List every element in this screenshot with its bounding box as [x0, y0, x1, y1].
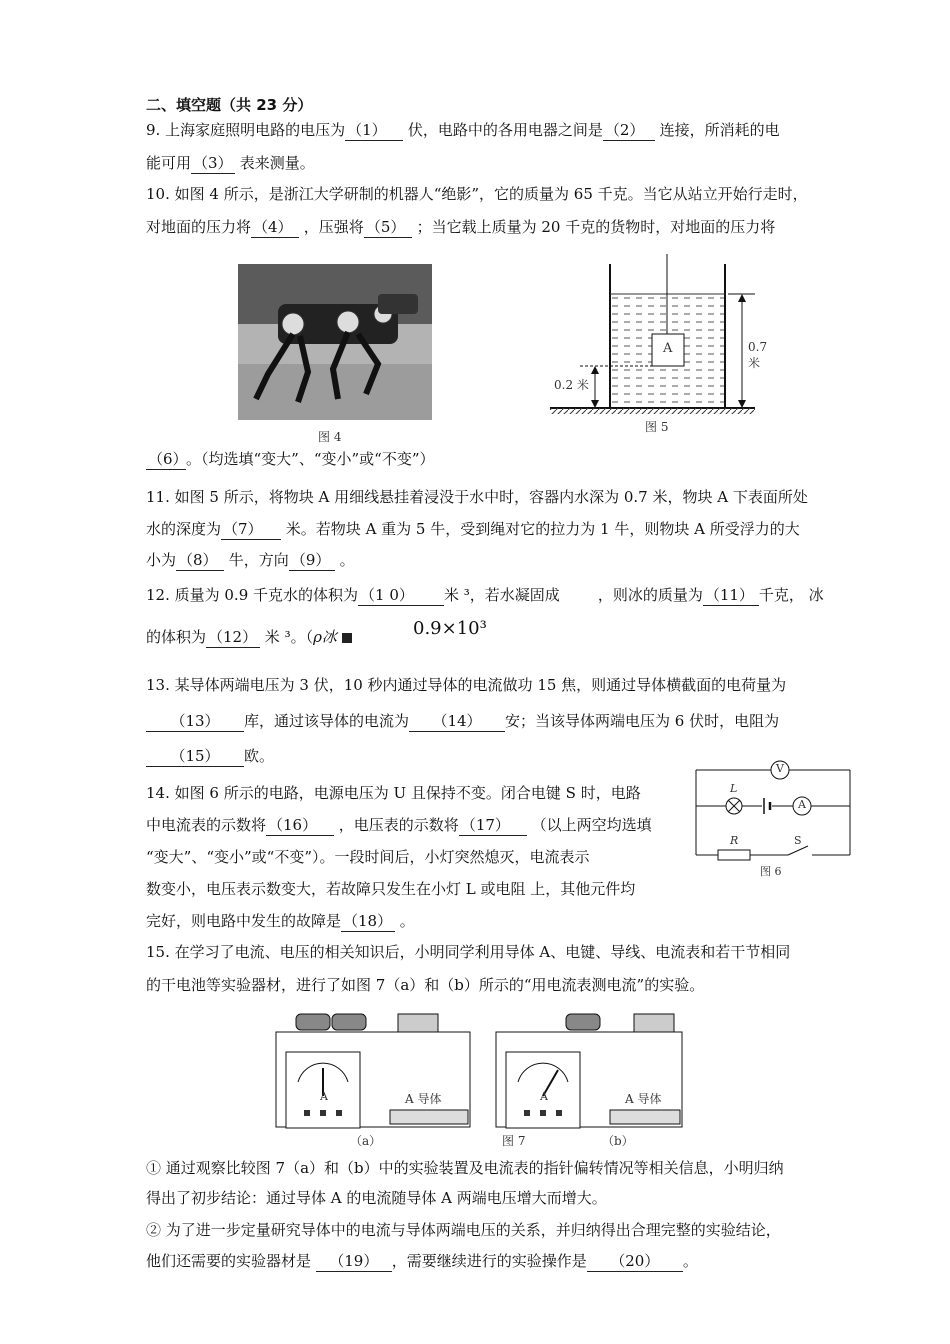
- q9-line-2: 能可用 （3） 表来测量。: [146, 154, 315, 172]
- q15-line-1: 15. 在学习了电流、电压的相关知识后，小明同学利用导体 A、电键、导线、电流表和若干节相同: [146, 943, 791, 961]
- conductor-label-b: A 导体: [625, 1092, 662, 1106]
- blank-1: （1）: [345, 120, 403, 141]
- q11-line-1: 11. 如图 5 所示，将物块 A 用细线悬挂着浸没于水中时，容器内水深为 0.7 米，物块 A 下表面所处: [146, 488, 808, 506]
- blank-20: （20）: [587, 1251, 683, 1272]
- figure-7-caption: 图 7: [502, 1134, 526, 1148]
- q10-line-1: 10. 如图 4 所示，是浙江大学研制的机器人“绝影”，它的质量为 65 千克。当它从站立开始行走时，: [146, 185, 808, 203]
- circuit-diagram: [690, 760, 860, 880]
- block-a-label: A: [663, 341, 673, 356]
- blank-2: （2）: [603, 120, 655, 141]
- q13-line-2: （13） 库，通过该导体的电流为 （14） 安；当该导体两端电压为 6 伏时，电阻为: [146, 711, 779, 732]
- depth-label: 0.7 米: [748, 340, 768, 370]
- q15-sub-1a: ① 通过观察比较图 7（a）和（b）中的实验装置及电流表的指针偏转情况等相关信息，小明归纳: [146, 1159, 784, 1177]
- conductor-label-a: A 导体: [405, 1092, 442, 1106]
- q14-line-2: 中电流表的示数将 （16） ，电压表的示数将 （17） （以上两空均选填: [146, 816, 652, 834]
- switch-label: S: [794, 834, 802, 847]
- figure-5-caption: 图 5: [645, 420, 669, 434]
- blank-19: （19）: [316, 1251, 392, 1272]
- q13-line-3: （15） 欧。: [146, 746, 274, 767]
- blank-12: （12）: [206, 627, 260, 648]
- q12-line-2: 的体积为 （12） 米 ³。（ρ冰: [146, 627, 352, 648]
- meter-label-b: A: [540, 1090, 548, 1103]
- caption-a: （a）: [350, 1134, 382, 1148]
- rho-ice: ρ冰: [313, 628, 337, 646]
- blank-18: （18）: [341, 911, 395, 932]
- figure-6-circuit: [690, 760, 860, 884]
- section-title: 二、填空题（共 23 分）: [146, 96, 313, 114]
- bottom-label: 0.2 米: [554, 378, 589, 392]
- q14-line-4: 数变小，电压表示数变大，若故障只发生在小灯 L 或电阻 上，其他元件均: [146, 880, 636, 898]
- blank-15: （15）: [146, 746, 244, 767]
- q14-line-1: 14. 如图 6 所示的电路，电源电压为 U 且保持不变。闭合电键 S 时，电路: [146, 784, 641, 802]
- blank-8: （8）: [176, 550, 224, 571]
- q11-line-2: 水的深度为 （7） 米。若物块 A 重为 5 牛，受到绳对它的拉力为 1 牛，则物块 A 所受浮力的大: [146, 520, 800, 538]
- figure-7-experiment: [270, 1012, 690, 1156]
- q15-sub-1b: 得出了初步结论：通过导体 A 的电流随导体 A 两端电压增大而增大。: [146, 1189, 607, 1207]
- q15-sub-2a: ② 为了进一步定量研究导体中的电流与导体两端电压的关系，并归纳得出合理完整的实验结论，: [146, 1221, 781, 1239]
- q12-line-1: 12. 质量为 0.9 千克水的体积为 （1 0） 米 ³，若水凝固成 ，则冰的质量为 （11） 千克， 冰: [146, 586, 824, 604]
- lamp-label: L: [730, 782, 738, 795]
- blank-13: （13）: [146, 711, 244, 732]
- blank-17: （17）: [459, 815, 527, 836]
- blank-5: （5）: [364, 217, 412, 238]
- q15-line-2: 的干电池等实验器材，进行了如图 7（a）和（b）所示的“用电流表测电流”的实验。: [146, 976, 705, 994]
- q11-line-3: 小为 （8） 牛，方向 （9） 。: [146, 551, 355, 569]
- q14-line-5: 完好，则电路中发生的故障是 （18） 。: [146, 912, 415, 930]
- figure-6-caption: 图 6: [760, 865, 782, 878]
- q9-line-1: 9. 上海家庭照明电路的电压为 （1） 伏，电路中的各用电器之间是 （2） 连接，所消耗的电: [146, 121, 780, 139]
- blank-10: （1 0）: [358, 585, 444, 606]
- figure-4-caption: 图 4: [318, 430, 342, 444]
- experiment-diagram: [270, 1012, 690, 1152]
- blank-11: （11）: [703, 585, 759, 606]
- blank-6: （6）: [148, 450, 188, 468]
- figure-4-robot: [238, 264, 432, 444]
- blank-14: （14）: [409, 711, 505, 732]
- ammeter-label: A: [798, 798, 806, 811]
- blank-9: （9）: [289, 550, 335, 571]
- formula-density: 0.9×10³: [413, 618, 487, 639]
- robot-photo: [238, 264, 432, 420]
- blank-4: （4）: [251, 217, 299, 238]
- resistor-label: R: [730, 834, 739, 847]
- q10-line-3: （6）。（均选填“变大”、“变小”或“不变”）: [148, 450, 435, 468]
- caption-b: （b）: [602, 1134, 634, 1148]
- blank-7: （7）: [221, 519, 281, 540]
- figure-5-container: [550, 254, 780, 434]
- blank-16: （16）: [266, 815, 334, 836]
- q14-line-3: “变大”、“变小”或“不变”）。一段时间后，小灯突然熄灭，电流表示: [146, 848, 590, 866]
- box-icon: [342, 633, 352, 643]
- blank-3: （3）: [191, 153, 235, 174]
- q15-sub-2b: 他们还需要的实验器材是 （19） ，需要继续进行的实验操作是 （20） 。: [146, 1252, 698, 1270]
- q13-line-1: 13. 某导体两端电压为 3 伏，10 秒内通过导体的电流做功 15 焦，则通过导体横截面的电荷量为: [146, 676, 787, 694]
- voltmeter-label: V: [776, 762, 784, 775]
- meter-label-a: A: [320, 1090, 328, 1103]
- q10-line-2: 对地面的压力将 （4） ，压强将 （5） ；当它载上质量为 20 千克的货物时，对地面的压力将: [146, 218, 776, 236]
